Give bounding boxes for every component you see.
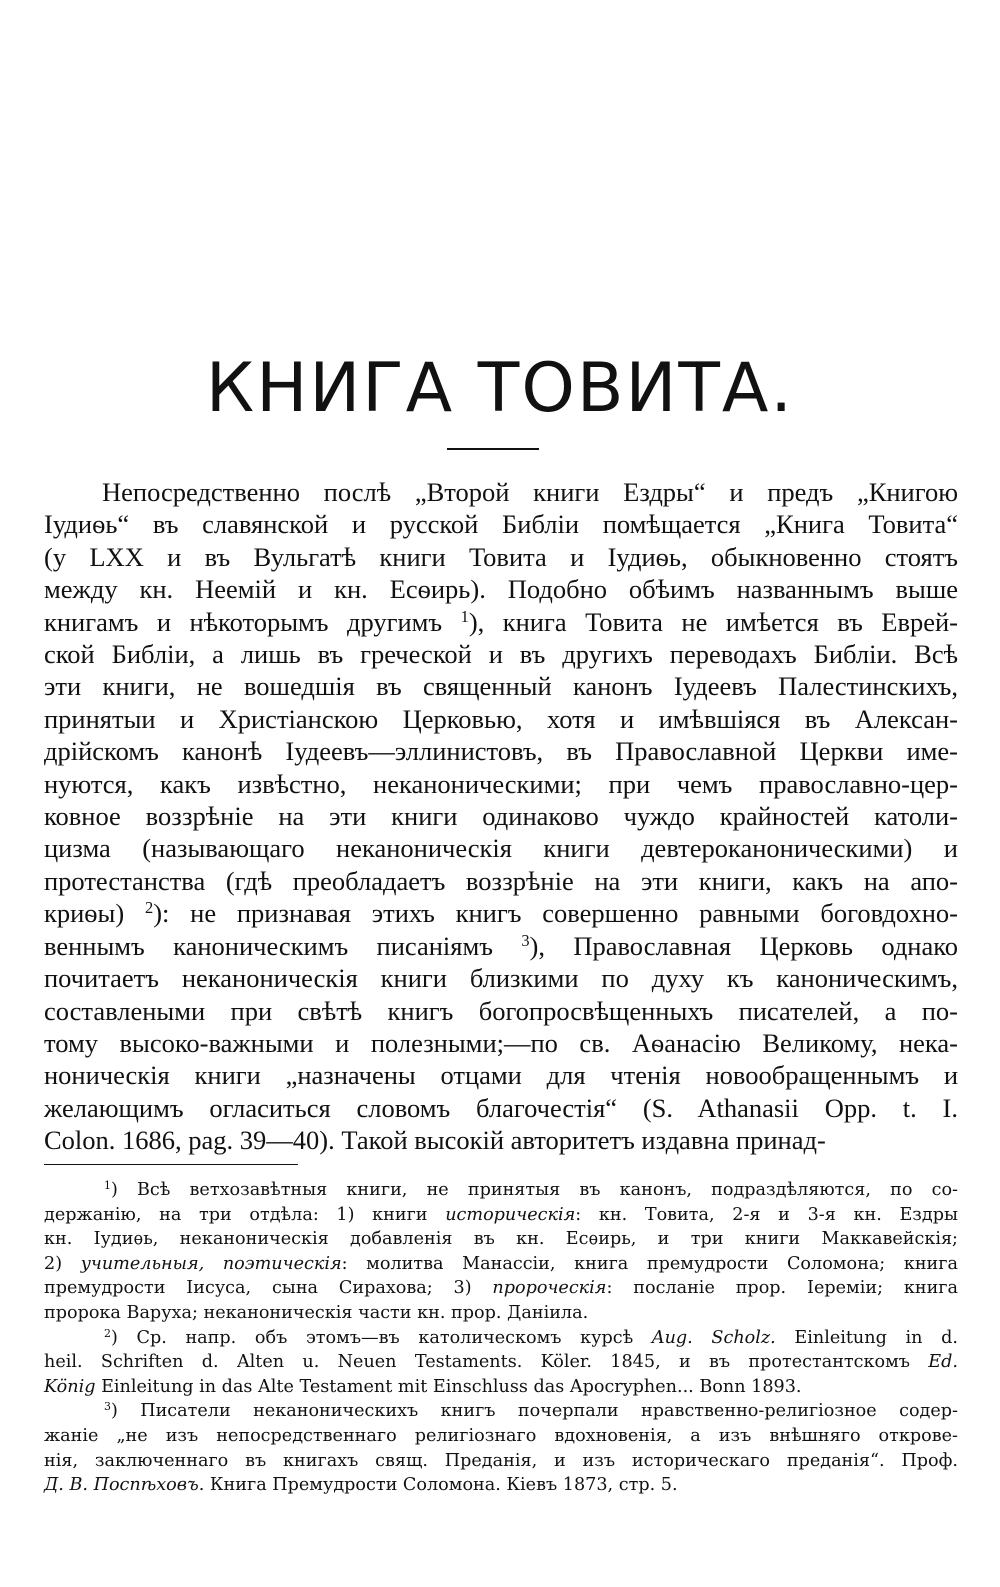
text-line	[44, 897, 958, 929]
text-line: составлеными при свѣтѣ книгъ богопросвѣщенныхъ писателей, а по-	[44, 995, 958, 1026]
text-fragment: . Книга Премудрости Соломона. Кіевъ 1873, стр. 5.	[198, 1475, 678, 1496]
footnote-line: пророка Варуха; неканоническія части кн. прор. Даніила.	[44, 1302, 589, 1323]
footnote-line	[44, 1350, 958, 1375]
italic-term: пророческія	[492, 1278, 607, 1299]
italic-term: Aug. Scholz.	[651, 1327, 776, 1348]
footnote-line	[44, 1399, 958, 1424]
footnote-line	[44, 1252, 958, 1277]
text-line: ноническія книги „назначены отцами для чтенія новообращеннымъ и	[44, 1060, 958, 1091]
text-fragment: ), Православная Церковь однако	[529, 930, 959, 961]
text-fragment: криѳы)	[44, 898, 125, 929]
text-line: ской Библіи, а лишь въ греческой и въ другихъ переводахъ Библіи. Всѣ	[44, 639, 958, 670]
text-line	[44, 606, 958, 638]
main-text	[44, 476, 958, 1157]
text-fragment: ): не признавая этихъ книгъ совершенно равными боговдохно-	[153, 898, 958, 929]
chapter-title: КНИГА ТОВИТА.	[205, 349, 795, 428]
footnote-line: нія, заключеннаго въ книгахъ свящ. Преданія, и изъ историческаго преданія“. Проф.	[44, 1450, 958, 1471]
text-line: между кн. Неемій и кн. Есѳирь). Подобно обѣимъ названнымъ выше	[44, 574, 958, 605]
text-line: Colon. 1686, pag. 39—40). Такой высокій авторитетъ издавна принад-	[44, 1125, 826, 1156]
footnote-line	[44, 1203, 958, 1228]
footnote-separator	[44, 1164, 298, 1165]
footnote-line: жаніе „не изъ непосредственнаго религіознаго вдохновенія, а изъ внѣшняго открове-	[44, 1425, 958, 1446]
text-fragment: Einleitung in d.	[775, 1327, 958, 1348]
footnote-line	[44, 1178, 958, 1203]
footnote-line	[44, 1375, 958, 1400]
text-line	[44, 930, 958, 962]
text-line: почитаетъ неканоническія книги близкими по духу къ каноническимъ,	[44, 963, 958, 994]
text-line: дрійскомъ канонѣ Іудеевъ—эллинистовъ, въ Православной Церкви име-	[44, 736, 958, 767]
text-fragment: держанію, на три отдѣла: 1) книги	[44, 1204, 446, 1225]
footnote-mark: 3	[521, 930, 530, 950]
text-line: тому высоко-важными и полезными;—по св. Аѳанасію Великому, нека-	[44, 1027, 958, 1058]
text-fragment: ) Ср. напр. объ этомъ—въ католическомъ курсѣ	[110, 1327, 652, 1348]
footnote-mark: 2	[144, 898, 154, 918]
footnote-number: 2	[104, 1326, 111, 1340]
text-fragment: 2)	[44, 1253, 81, 1274]
footnotes	[44, 1178, 958, 1498]
footnote-line	[44, 1326, 958, 1351]
text-line: ковное воззрѣніе на эти книги одинаково чуждо крайностей католи-	[44, 801, 958, 832]
text-fragment: ), книга Товита не имѣется въ Еврей-	[468, 606, 958, 637]
text-line: нуются, какъ извѣстно, неканоническими; при чемъ православно-цер-	[44, 768, 958, 799]
italic-term: историческія	[445, 1204, 576, 1225]
title-underline	[447, 448, 539, 450]
footnote-line	[44, 1473, 958, 1498]
text-fragment: веннымъ каноническимъ писаніямъ	[44, 930, 493, 961]
footnote-line: кн. Іудиѳь, неканоническія добавленія въ кн. Есѳирь, и три книги Маккавейскія;	[44, 1229, 958, 1250]
text-fragment: книгамъ и нѣкоторымъ другимъ	[44, 606, 443, 637]
italic-author: Д. В. Поспѣховъ	[44, 1475, 199, 1496]
text-fragment: : посланіе прор. Іереміи; книга	[606, 1278, 958, 1299]
text-line: Непосредственно послѣ „Второй книги Ездры“ и предъ „Книгою	[102, 477, 958, 507]
italic-term: König	[44, 1376, 96, 1397]
text-fragment: heil. Schriften d. Alten u. Neuen Testaments. Köler. 1845, и въ протестантскомъ	[44, 1352, 929, 1373]
italic-term: учительныя, поэтическія	[80, 1253, 342, 1274]
footnote-number: 1	[104, 1179, 111, 1192]
text-line: (у LXX и въ Вульгатѣ книги Товита и Іудиѳь, обыкновенно стоятъ	[44, 541, 958, 572]
text-fragment: ) Всѣ ветхозавѣтныя книги, не принятыя въ канонъ, подраздѣляются, по со-	[110, 1180, 958, 1200]
text-line: протестанства (гдѣ преобладаетъ воззрѣніе на эти книги, какъ на апо-	[44, 865, 958, 896]
footnote-number: 3	[104, 1400, 111, 1414]
footnote-mark: 1	[460, 606, 469, 626]
text-line: цизма (называющаго неканоническія книги девтероканоническими) и	[44, 833, 958, 864]
italic-term: Ed.	[928, 1352, 958, 1373]
text-fragment: : молитва Манассіи, книга премудрости Соломона; книга	[341, 1253, 958, 1274]
text-line: Іудиѳь“ въ славянской и русской Библіи помѣщается „Книга Товита“	[44, 509, 958, 540]
text-fragment: : кн. Товита, 2-я и 3-я кн. Ездры	[575, 1204, 958, 1225]
text-line: эти книги, не вошедшія въ священный канонъ Іудеевъ Палестинскихъ,	[44, 671, 958, 702]
text-fragment: ) Писатели неканоническихъ книгъ почерпали нравственно-религіозное содер-	[110, 1401, 958, 1422]
text-fragment: премудрости Іисуса, сына Сирахова; 3)	[44, 1278, 493, 1299]
text-line: желающимъ огласиться словомъ благочестія“ (S. Athanasii Opp. t. I.	[44, 1092, 958, 1123]
text-fragment: Einleitung in das Alte Testament mit Einschluss das Apocryphen... Bonn 1893.	[95, 1376, 802, 1397]
text-line: принятыи и Христіанскою Церковью, хотя и имѣвшіяся въ Алексан-	[44, 703, 958, 734]
footnote-line	[44, 1276, 958, 1301]
